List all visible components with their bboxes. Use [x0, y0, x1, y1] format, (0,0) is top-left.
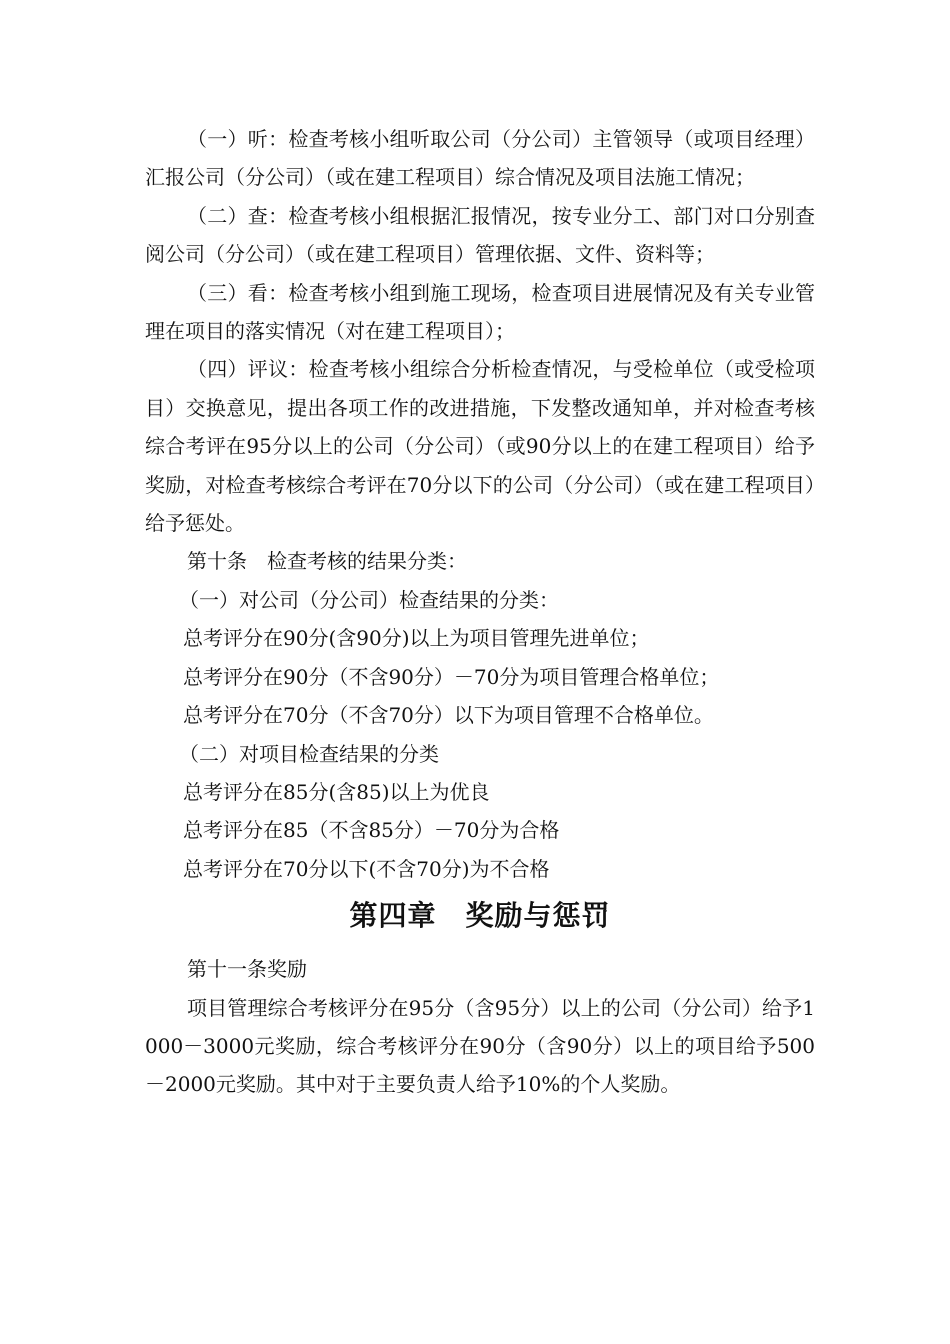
paragraph-check: （二）查：检查考核小组根据汇报情况，按专业分工、部门对口分别查阅公司（分公司）（或在建工程项目）管理依据、文件、资料等；: [145, 203, 815, 267]
paragraph-review: （四）评议：检查考核小组综合分析检查情况，与受检单位（或受检项目）交换意见，提出各项工作的改进措施，下发整改通知单，并对检查考核综合考评在95分以上的公司（分公司）（或90分以上的在建工程项目）给予奖励，对检查考核综合考评在70分以下的公司（分公司）（或在建工程项目）给予惩处。: [145, 357, 815, 536]
company-result-line: 总考评分在70分（不含70分）以下为项目管理不合格单位。: [183, 703, 714, 728]
chapter-title: 第四章 奖励与惩罚: [349, 899, 611, 933]
project-result-heading: （二）对项目检查结果的分类: [179, 741, 439, 766]
company-result-line: 总考评分在90分（不含90分）－70分为项目管理合格单位；: [183, 664, 720, 689]
company-result-line: 总考评分在90分(含90分)以上为项目管理先进单位；: [183, 626, 650, 651]
paragraph-look: （三）看：检查考核小组到施工现场，检查项目进展情况及有关专业管理在项目的落实情况（对在建工程项目）；: [145, 280, 815, 344]
article-11-body: 项目管理综合考核评分在95分（含95分）以上的公司（分公司）给予1000－3000元奖励，综合考核评分在90分（含90分）以上的项目给予500－2000元奖励。其中对于主要负责人给予10%的个人奖励。: [145, 995, 815, 1097]
project-result-line: 总考评分在85（不含85分）－70分为合格: [183, 818, 560, 843]
project-result-line: 总考评分在85分(含85)以上为优良: [183, 779, 490, 804]
article-10-title: 第十条 检查考核的结果分类：: [187, 549, 467, 574]
company-result-heading: （一）对公司（分公司）检查结果的分类：: [179, 587, 559, 612]
project-result-line: 总考评分在70分以下(不含70分)为不合格: [183, 856, 550, 881]
paragraph-listen: （一）听：检查考核小组听取公司（分公司）主管领导（或项目经理）汇报公司（分公司）（或在建工程项目）综合情况及项目法施工情况；: [145, 127, 815, 190]
article-11-title: 第十一条奖励: [187, 957, 307, 982]
document-body: [145, 120, 815, 1104]
